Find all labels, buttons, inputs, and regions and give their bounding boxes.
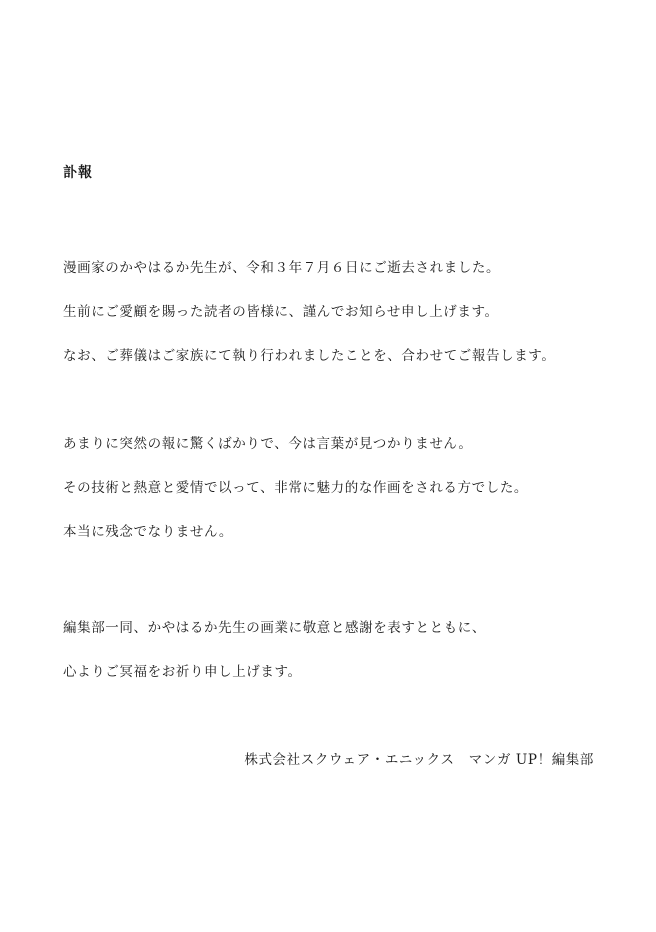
paragraph-1-line-1: 漫画家のかやはるか先生が、令和３年７月６日にご逝去されました。 xyxy=(63,260,501,276)
paragraph-1-line-2: 生前にご愛顧を賜った読者の皆様に、謹んでお知らせ申し上げます。 xyxy=(63,304,499,320)
paragraph-1-line-3: なお、ご葬儀はご家族にて執り行われましたことを、合わせてご報告します。 xyxy=(63,348,556,364)
signature: 株式会社スクウェア・エニックス マンガ UP！編集部 xyxy=(244,752,594,768)
paragraph-2-line-1: あまりに突然の報に驚くばかりで、今は言葉が見つかりません。 xyxy=(63,436,473,452)
paragraph-2-line-2: その技術と熱意と愛情で以って、非常に魅力的な作画をされる方でした。 xyxy=(63,480,529,496)
document-title: 訃報 xyxy=(63,165,93,181)
paragraph-3-line-2: 心よりご冥福をお祈り申し上げます。 xyxy=(63,664,302,680)
paragraph-3-line-1: 編集部一同、かやはるか先生の画業に敬意と感謝を表すとともに、 xyxy=(63,620,486,636)
paragraph-2-line-3: 本当に残念でなりません。 xyxy=(63,524,234,540)
